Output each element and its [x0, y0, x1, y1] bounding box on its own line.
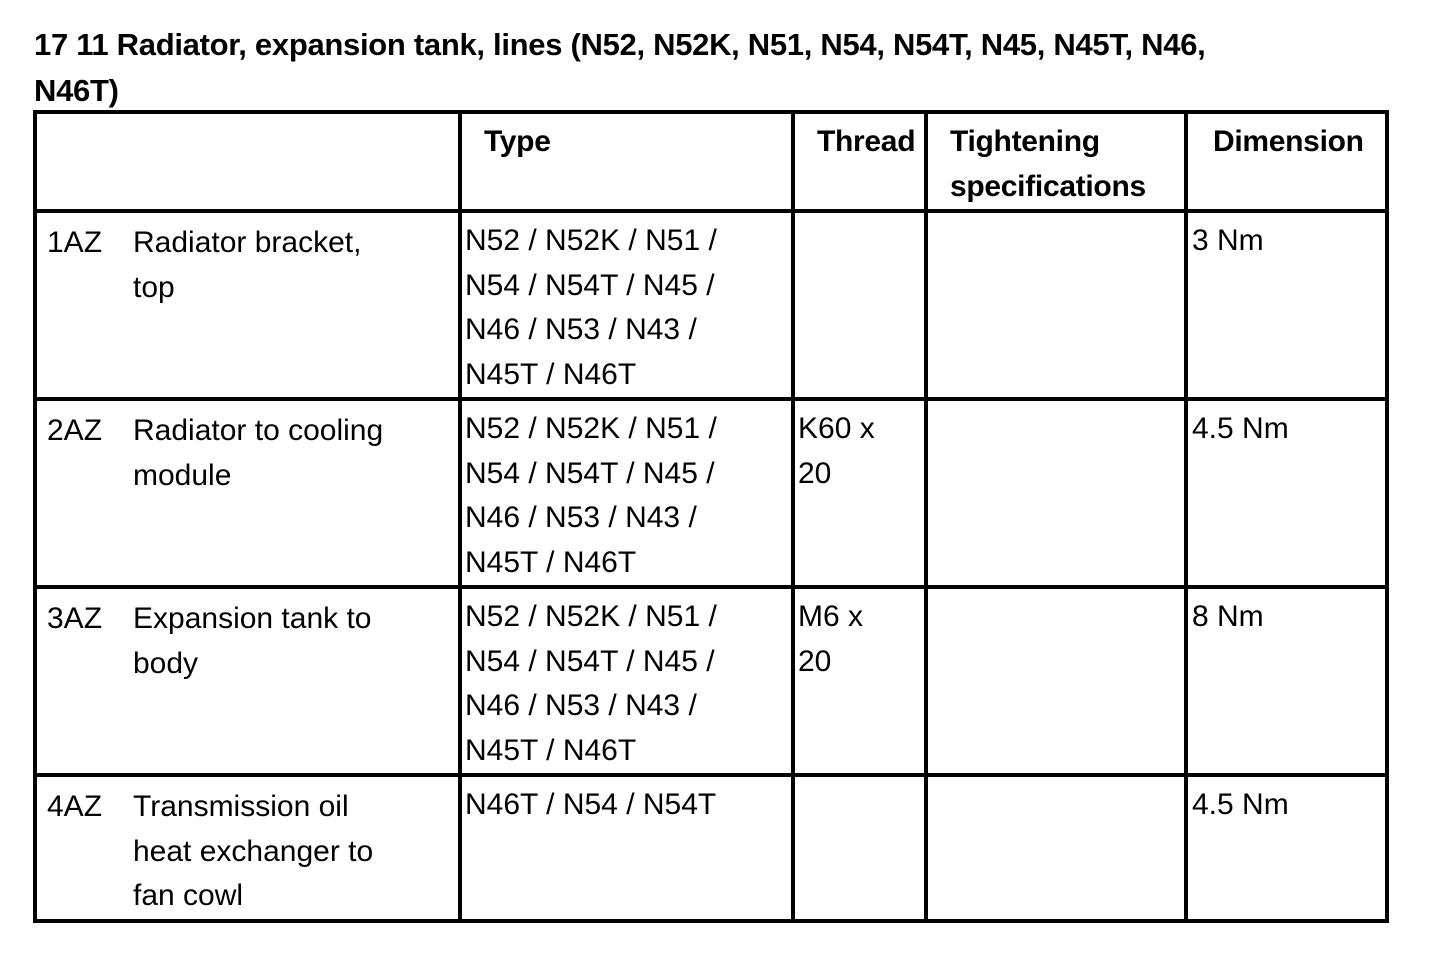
item-code: 3AZ	[47, 602, 103, 635]
table-row	[35, 775, 1387, 921]
thread-cell	[793, 775, 926, 921]
header-tightening	[926, 112, 1186, 211]
page-title-line-2: N46T)	[34, 73, 119, 108]
table-row	[35, 587, 1387, 775]
type-cell: N52 / N52K / N51 / N54 / N54T / N45 / N46 / N53 / N43 / N45T / N46T	[460, 399, 793, 587]
dimension-value: 3 Nm	[1192, 224, 1264, 257]
table-row	[35, 399, 1387, 587]
tightening-cell	[926, 399, 1186, 587]
tightening-cell	[926, 211, 1186, 399]
dimension-cell	[1186, 211, 1387, 399]
torque-spec-table	[33, 110, 1389, 923]
tightening-cell	[926, 587, 1186, 775]
dimension-cell	[1186, 775, 1387, 921]
tightening-cell	[926, 775, 1186, 921]
type-cell: N46T / N54 / N54T	[460, 775, 793, 921]
dimension-value: 8 Nm	[1192, 600, 1264, 633]
type-cell: N52 / N52K / N51 / N54 / N54T / N45 / N46 / N53 / N43 / N45T / N46T	[460, 211, 793, 399]
item-code: 1AZ	[47, 226, 103, 259]
thread-cell	[793, 211, 926, 399]
item-description: Radiator bracket, top	[133, 226, 362, 304]
header-tightening-label: Tightening specifications	[950, 125, 1146, 203]
table-header-row	[35, 112, 1387, 211]
header-thread	[793, 112, 926, 211]
item-description: Radiator to cooling module	[133, 414, 384, 492]
type-cell: N52 / N52K / N51 / N54 / N54T / N45 / N46 / N53 / N43 / N45T / N46T	[460, 587, 793, 775]
dimension-cell	[1186, 399, 1387, 587]
item-cell	[35, 775, 460, 921]
thread-cell: K60 x 20	[793, 399, 926, 587]
table-row	[35, 211, 1387, 399]
header-item	[35, 112, 460, 211]
page-title-line-1: 17 11 Radiator, expansion tank, lines (N52, N52K, N51, N54, N54T, N45, N45T, N46,	[34, 27, 1206, 62]
item-cell	[35, 399, 460, 587]
header-dimension	[1186, 112, 1387, 211]
thread-cell: M6 x 20	[793, 587, 926, 775]
dimension-value: 4.5 Nm	[1192, 788, 1289, 821]
header-dimension-label: Dimension	[1213, 125, 1364, 158]
header-type-label: Type	[484, 125, 551, 158]
header-type	[460, 112, 793, 211]
item-cell	[35, 211, 460, 399]
item-description: Expansion tank to body	[133, 602, 372, 680]
dimension-cell	[1186, 587, 1387, 775]
header-thread-label: Thread	[817, 125, 916, 158]
item-code: 4AZ	[47, 790, 103, 823]
page-title	[34, 22, 1364, 114]
item-description: Transmission oil heat exchanger to fan cowl	[133, 790, 374, 912]
dimension-value: 4.5 Nm	[1192, 412, 1289, 445]
item-cell	[35, 587, 460, 775]
item-code: 2AZ	[47, 414, 103, 447]
